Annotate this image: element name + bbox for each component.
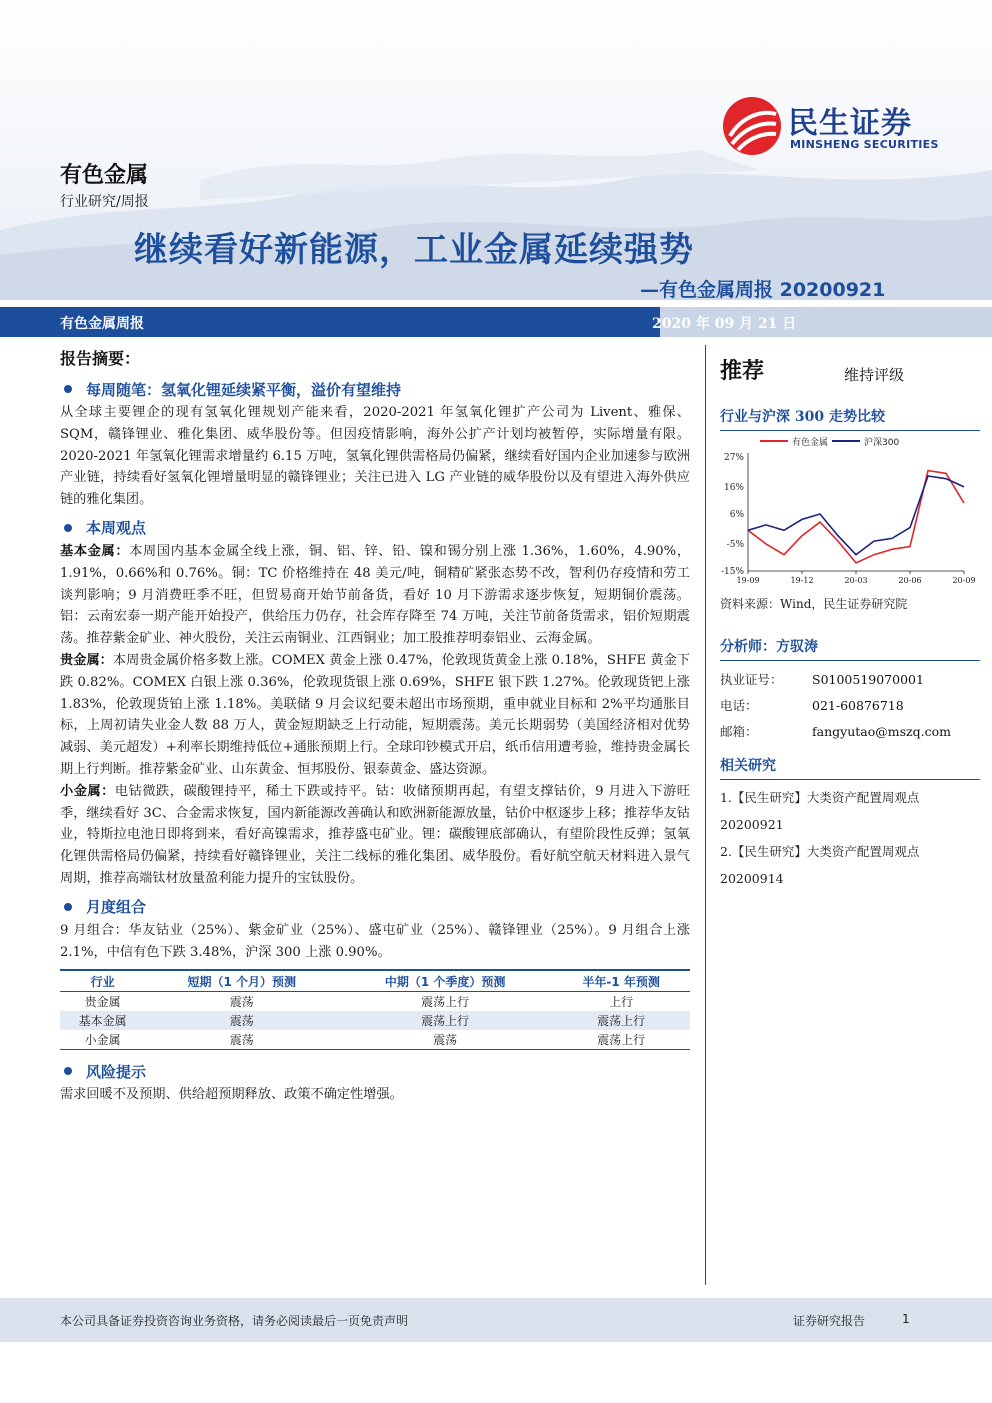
y-tick-label: 27% bbox=[723, 453, 744, 463]
analyst-heading: 分析师：方驭涛 bbox=[720, 636, 980, 661]
bullet-dot-icon bbox=[64, 1067, 72, 1075]
minsheng-logo-icon bbox=[722, 96, 782, 156]
table-cell: 贵金属 bbox=[84, 994, 121, 1009]
table-cell: 震荡上行 bbox=[421, 994, 470, 1009]
analyst-info bbox=[720, 667, 980, 745]
paragraph bbox=[60, 920, 690, 964]
industry-label: 有色金属 bbox=[60, 163, 149, 188]
section-heading-text: 每周随笔：氢氧化锂延续紧平衡，溢价有望维持 bbox=[86, 380, 402, 399]
table-cell: 震荡上行 bbox=[338, 1011, 552, 1031]
paragraph bbox=[60, 402, 690, 511]
section-heading bbox=[60, 376, 690, 402]
analyst-value: 021-60876718 bbox=[812, 698, 904, 713]
forecast-table bbox=[60, 969, 690, 1050]
sidebar bbox=[720, 352, 980, 892]
rating-block bbox=[720, 352, 980, 396]
analyst-row bbox=[720, 719, 980, 745]
x-tick-label: 19-09 bbox=[736, 576, 760, 585]
rating-note: 维持评级 bbox=[844, 366, 905, 384]
paragraph-text: 9 月组合：华友钴业（25%）、紫金矿业（25%）、盛屯矿业（25%）、赣锋锂业（25%）。9 月组合上涨 2.1%，中信有色下跌 3.48%，沪深 300 上涨 0.90%。 bbox=[60, 922, 690, 960]
brand-logo bbox=[722, 96, 962, 160]
paragraph bbox=[60, 650, 690, 781]
footer-doc-type: 证券研究报告 bbox=[793, 1314, 866, 1328]
paragraph-lead: 基本金属： bbox=[60, 543, 130, 559]
analyst-row bbox=[720, 667, 980, 693]
report-type: 行业研究/周报 bbox=[60, 194, 149, 210]
footer bbox=[0, 1298, 992, 1342]
brand-name-cn: 民生证券 bbox=[788, 106, 912, 141]
analyst-key: 邮箱： bbox=[720, 724, 758, 739]
title-band bbox=[0, 307, 992, 337]
legend-label: 沪深300 bbox=[864, 438, 900, 448]
paragraph-text: 电钴微跌，碳酸锂持平，稀土下跌或持平。钴：收储预期再起，有望支撑钴价，9 月进入下游旺季，继续看好 3C、合金需求恢复，国内新能源改善确认和欧洲新能源放量，钴价中枢逐步上移；推荐华友钴业，特斯拉电池日即将到来，看好高镍需求，推荐盛屯矿业。锂：碳酸锂底部确认，有望阶段性反弹；氢氧化锂供需格局仍偏紧，持续看好赣锋锂业，关注二线标的雅化集团、威华股份。看好航空航天材料进入景气周期，推荐高端钛材放量盈利能力提升的宝钛股份。 bbox=[60, 783, 690, 886]
paragraph: 需求回暖不及预期、供给超预期释放、政策不确定性增强。 bbox=[60, 1087, 403, 1103]
related-item[interactable]: 1.【民生研究】大类资产配置周观点 20200921 bbox=[720, 790, 920, 832]
bullet-dot-icon bbox=[64, 385, 72, 393]
rating: 推荐 bbox=[720, 359, 765, 384]
chart-source: 资料来源：Wind，民生证券研究院 bbox=[720, 597, 908, 611]
summary-title: 报告摘要： bbox=[60, 349, 141, 368]
analyst-row bbox=[720, 693, 980, 719]
series-line bbox=[748, 476, 964, 555]
bullet-dot-icon bbox=[64, 524, 72, 532]
section-heading-text: 风险提示 bbox=[86, 1062, 147, 1081]
paragraph-text: 从全球主要锂企的现有氢氧化锂规划产能来看，2020-2021 年氢氧化锂扩产公司为 Livent、雅保、SQM，赣锋锂业、雅化集团、威华股份等。但因疫情影响，海外公扩产计划均被暂停，实际增量有限。2020-2021 年氢氧化锂需求增量约 6.15 万吨，氢氧化锂供需格局仍偏紧，继续看好国内企业加速参与欧洲产业链，持续看好氢氧化锂增量明显的赣锋锂业；关注已进入 LG 产业链的威华股份以及有望进入海外供应链的雅化集团。 bbox=[60, 405, 690, 508]
x-tick-label: 20-03 bbox=[844, 576, 868, 585]
table-cell: 震荡 bbox=[145, 1011, 338, 1031]
table-cell: 震荡 bbox=[229, 994, 254, 1009]
analyst-key: 执业证号： bbox=[720, 672, 783, 687]
related-heading: 相关研究 bbox=[720, 755, 980, 780]
summary-column bbox=[60, 346, 690, 1106]
table-header-cell: 行业 bbox=[60, 970, 145, 991]
x-tick-label: 19-12 bbox=[790, 576, 814, 585]
y-tick-label: -5% bbox=[726, 539, 744, 550]
related-list bbox=[720, 784, 980, 892]
bullet-dot-icon bbox=[64, 903, 72, 911]
report-subtitle: —有色金属周报 20200921 bbox=[640, 279, 886, 301]
table-cell: 震荡上行 bbox=[552, 1030, 690, 1050]
section-heading bbox=[60, 894, 690, 920]
table-header-cell: 半年-1 年预测 bbox=[552, 970, 690, 991]
section-heading bbox=[60, 1058, 690, 1084]
related-item[interactable]: 2.【民生研究】大类资产配置周观点 20200914 bbox=[720, 844, 920, 886]
paragraph bbox=[60, 781, 690, 890]
table-header-cell: 短期（1 个月）预测 bbox=[145, 970, 338, 991]
paragraph bbox=[60, 541, 690, 650]
x-tick-label: 20-09 bbox=[952, 576, 976, 585]
table-cell: 震荡 bbox=[338, 1030, 552, 1050]
paragraph-text: 本周贵金属价格多数上涨。COMEX 黄金上涨 0.47%，伦敦现货黄金上涨 0.18%，SHFE 黄金下跌 0.82%。COMEX 白银上涨 0.36%，伦敦现货银上涨 0.69%，SHFE 银下跌 1.27%。伦敦现货钯上涨 1.83%，伦敦现货铂上涨 1.18%。美联储 9 月会议纪要未超出市场预期，重申就业目标和 2%平均通胀目标，上周初请失业金人数 88 万人，黄金短期缺乏上行动能，短期震荡。美元长期弱势（美国经济相对优势减弱、美元超发）+利率长期维持低位+通胀预期上行。全球印钞模式开启，纸币信用遭考验，维持贵金属长期上行判断。推荐紫金矿业、山东黄金、恒邦股份、银泰黄金、盛达资源。 bbox=[60, 652, 690, 777]
y-tick-label: -15% bbox=[720, 567, 744, 577]
y-tick-label: 16% bbox=[723, 482, 744, 493]
section-heading-text: 月度组合 bbox=[86, 898, 147, 917]
table-row bbox=[60, 1030, 690, 1050]
analyst-email[interactable]: fangyutao@mszq.com bbox=[812, 724, 951, 739]
table-cell: 震荡上行 bbox=[552, 1011, 690, 1031]
table-cell: 基本金属 bbox=[60, 1011, 145, 1031]
legend-label: 有色金属 bbox=[792, 438, 829, 448]
page-number: 1 bbox=[902, 1312, 910, 1326]
brand-name-en: MINSHENG SECURITIES bbox=[790, 138, 939, 151]
table-row bbox=[60, 1011, 690, 1031]
trend-chart bbox=[720, 431, 976, 591]
trend-chart-svg bbox=[720, 431, 976, 591]
paragraph-text: 本周国内基本金属全线上涨，铜、铝、锌、铅、镍和锡分别上涨 1.36%，1.60%，4.90%，1.91%，0.66%和 0.76%。铜：TC 价格维持在 48 美元/吨，铜精矿紧张态势不改，智利仍存疫情和劳工谈判影响；9 月消费旺季不旺，但贸易商开始节前备货，看好 10 月下游需求逐步恢复，短期铜价震荡。铝：云南宏泰一期产能开始投产，供给压力仍存，社会库存降至 74 万吨，关注节前备货需求，铝价短期震荡。推荐紫金矿业、神火股份，关注云南铜业、江西铜业；加工股推荐明泰铝业、云海金属。 bbox=[60, 543, 691, 647]
report-date: 2020 年 09 月 21 日 bbox=[652, 316, 797, 332]
x-tick-label: 20-06 bbox=[898, 576, 922, 585]
report-title: 继续看好新能源，工业金属延续强势 bbox=[134, 230, 694, 270]
table-header-row bbox=[60, 970, 690, 991]
section-heading-text: 本周观点 bbox=[86, 519, 147, 538]
paragraph-lead: 贵金属： bbox=[60, 652, 113, 668]
y-tick-label: 6% bbox=[729, 510, 744, 520]
column-divider bbox=[705, 345, 706, 1285]
table-header-cell: 中期（1 个季度）预测 bbox=[338, 970, 552, 991]
footer-disclaimer: 本公司具备证券投资咨询业务资格，请务必阅读最后一页免责声明 bbox=[60, 1314, 409, 1328]
paragraph-lead: 小金属： bbox=[60, 783, 115, 799]
table-cell: 震荡 bbox=[145, 1030, 338, 1050]
table-row bbox=[60, 991, 690, 1011]
table-cell: 上行 bbox=[609, 994, 634, 1009]
band-label: 有色金属周报 bbox=[60, 316, 144, 332]
chart-heading: 行业与沪深 300 走势比较 bbox=[720, 406, 980, 431]
section-heading bbox=[60, 515, 690, 541]
analyst-key: 电话： bbox=[720, 698, 758, 713]
series-line bbox=[748, 471, 964, 563]
table-cell: 小金属 bbox=[60, 1030, 145, 1050]
analyst-value: S0100519070001 bbox=[812, 672, 924, 687]
